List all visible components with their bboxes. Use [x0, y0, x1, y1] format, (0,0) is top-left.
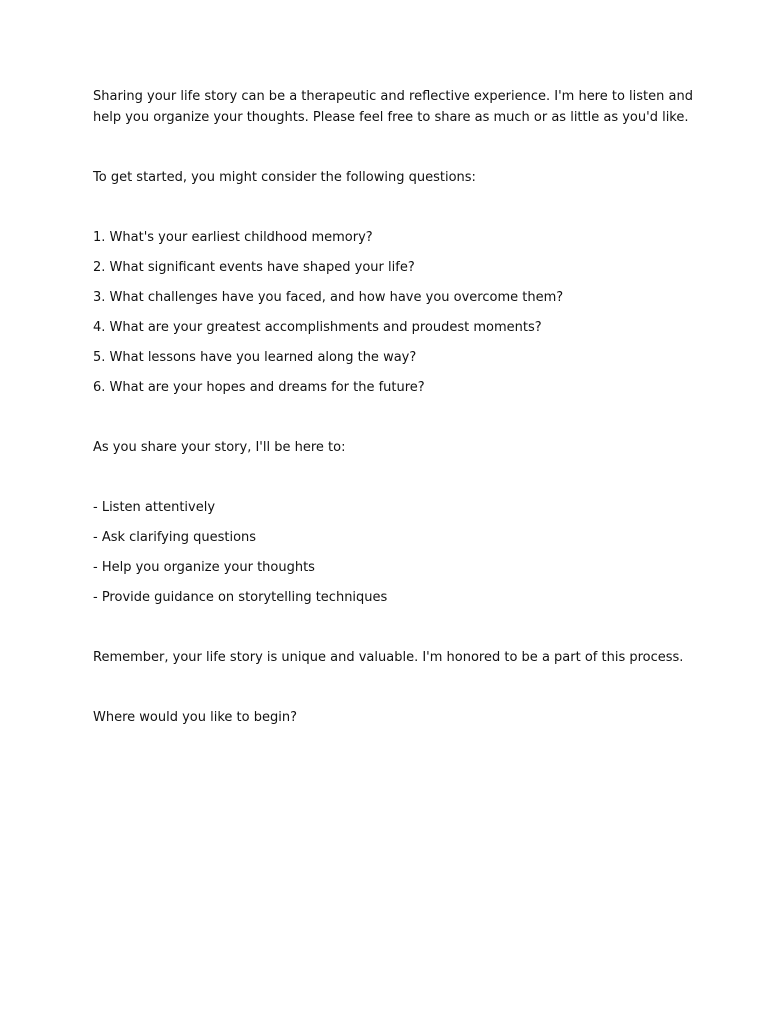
spacer [93, 458, 683, 497]
spacer [93, 188, 683, 227]
spacer [93, 398, 683, 437]
document-body [93, 86, 693, 728]
support-item: - Listen attentively [93, 500, 216, 515]
question-item: 1. What's your earliest childhood memory? [93, 230, 373, 245]
support-intro: As you share your story, I'll be here to: [93, 440, 346, 455]
intro-paragraph [93, 86, 693, 128]
support-list [93, 497, 683, 608]
question-item: 4. What are your greatest accomplishments and proudest moments? [93, 320, 542, 335]
spacer [93, 668, 683, 707]
closing-question: Where would you like to begin? [93, 710, 297, 725]
questions-list [93, 227, 683, 398]
spacer [93, 128, 683, 167]
question-item: 6. What are your hopes and dreams for the future? [93, 380, 425, 395]
intro-line-1: Sharing your life story can be a therapeutic and reflective experience. I'm here to listen and [93, 89, 693, 104]
question-item: 3. What challenges have you faced, and how have you overcome them? [93, 290, 564, 305]
support-item: - Provide guidance on storytelling techniques [93, 590, 388, 605]
intro-line-2: help you organize your thoughts. Please feel free to share as much or as little as you'd like. [93, 110, 689, 125]
question-item: 2. What significant events have shaped your life? [93, 260, 415, 275]
support-item: - Help you organize your thoughts [93, 560, 315, 575]
remember-paragraph: Remember, your life story is unique and valuable. I'm honored to be a part of this process. [93, 650, 684, 665]
question-item: 5. What lessons have you learned along the way? [93, 350, 417, 365]
spacer [93, 608, 683, 647]
support-item: - Ask clarifying questions [93, 530, 257, 545]
questions-intro: To get started, you might consider the following questions: [93, 170, 476, 185]
